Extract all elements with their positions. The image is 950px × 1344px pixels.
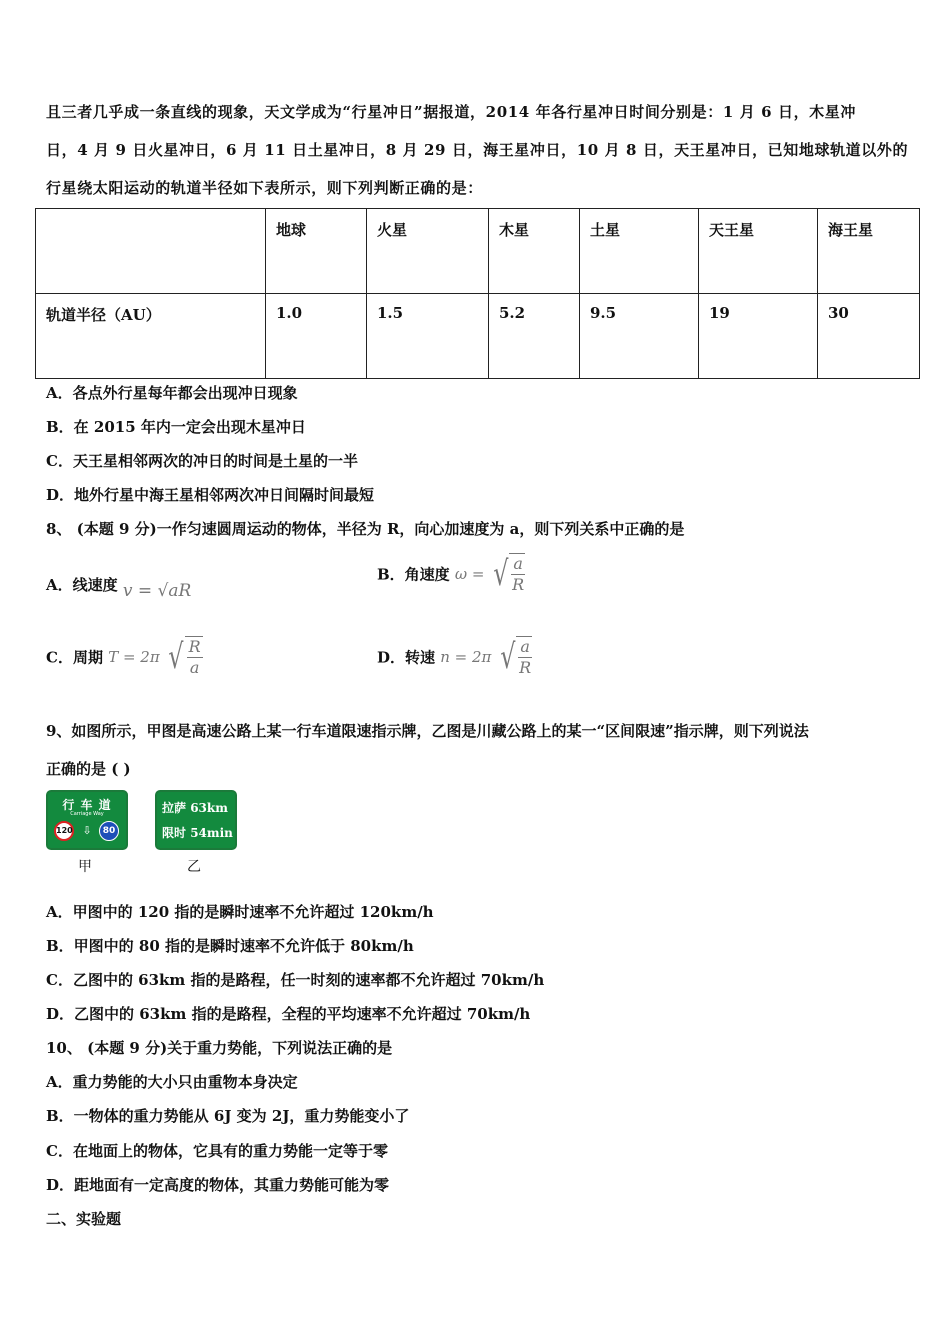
q8-option-c	[46, 636, 203, 678]
q7-option-a: A．各点外行星每年都会出现冲日现象	[46, 384, 298, 402]
q7-option-b: B．在 2015 年内一定会出现木星冲日	[46, 418, 306, 436]
sign-caption-jia: 甲	[78, 859, 92, 875]
sign-row-1	[162, 799, 228, 816]
q8-option-a-formula: v = √aR	[122, 581, 192, 601]
sqrt-icon: √	[499, 637, 516, 677]
q10-stem: 10、 (本题 9 分)关于重力势能，下列说法正确的是	[46, 1039, 393, 1057]
q8-option-b	[377, 553, 525, 595]
table-header-cell: 火星	[367, 209, 489, 294]
intro-line-3: 行星绕太阳运动的轨道半径如下表所示，则下列判断正确的是：	[46, 179, 483, 197]
q8-option-c-lhs: T = 2π	[108, 648, 160, 666]
fraction-numerator: a	[520, 637, 530, 656]
table-header-cell: 木星	[489, 209, 580, 294]
lane-speed-sign	[46, 790, 128, 850]
table-row-label: 轨道半径（AU）	[36, 294, 266, 379]
table-header-cell	[36, 209, 266, 294]
q9-option-b: B．甲图中的 80 指的是瞬时速率不允许低于 80km/h	[46, 937, 414, 955]
q8-option-d	[377, 636, 532, 678]
sqrt-icon: √	[168, 637, 184, 677]
interval-speed-sign	[155, 790, 237, 850]
sign-row-2-label: 限时	[162, 826, 187, 840]
sign-row-1-value: 63km	[190, 801, 228, 815]
table-header-row	[36, 209, 920, 294]
sign-row-2-value: 54min	[190, 826, 233, 840]
q10-option-c: C．在地面上的物体，它具有的重力势能一定等于零	[46, 1142, 388, 1160]
table-cell: 30	[818, 294, 920, 379]
q9-stem-line-2: 正确的是 ( )	[46, 760, 131, 778]
sign-caption-yi: 乙	[187, 859, 201, 875]
q8-option-d-lhs: n = 2π	[440, 648, 492, 666]
sqrt-icon: √	[492, 554, 509, 594]
sign-title: 行 车 道	[62, 798, 112, 812]
table-header-cell: 天王星	[699, 209, 818, 294]
table-header-cell: 海王星	[818, 209, 920, 294]
fraction-denominator: a	[189, 658, 200, 677]
sign-subtitle: Carriage Way	[70, 811, 104, 817]
fraction-denominator: R	[512, 575, 525, 594]
q8-option-a	[46, 574, 192, 601]
intro-line-2: 日，4 月 9 日火星冲日，6 月 11 日土星冲日，8 月 29 日，海王星冲日，10 月 8 日，天王星冲日，已知地球轨道以外的	[46, 141, 909, 159]
q8-option-d-label: D．转速	[377, 648, 436, 667]
fraction-denominator: R	[519, 658, 532, 677]
q7-option-d: D．地外行星中海王星相邻两次冲日间隔时间最短	[46, 486, 375, 504]
q8-option-b-label: B．角速度	[377, 565, 450, 584]
q8-option-c-label: C．周期	[46, 648, 103, 667]
max-speed-badge: 120	[54, 821, 74, 841]
q9-option-c: C．乙图中的 63km 指的是路程，任一时刻的速率都不允许超过 70km/h	[46, 971, 545, 989]
q7-option-c: C．天王星相邻两次的冲日的时间是土星的一半	[46, 452, 358, 470]
q10-option-a: A．重力势能的大小只由重物本身决定	[46, 1073, 298, 1091]
fraction-numerator: R	[188, 637, 201, 656]
table-header-cell: 地球	[266, 209, 367, 294]
q8-option-a-label: A．线速度	[46, 576, 118, 594]
sign-row-1-label: 拉萨	[162, 801, 187, 815]
q9-option-d: D．乙图中的 63km 指的是路程，全程的平均速率不允许超过 70km/h	[46, 1005, 531, 1023]
q9-stem-line-1: 9、如图所示，甲图是高速公路上某一行车道限速指示牌，乙图是川藏公路上的某一“区间限速”指示牌，则下列说法	[46, 722, 809, 740]
table-header-cell: 土星	[580, 209, 699, 294]
q8-option-d-radicand	[516, 636, 532, 678]
orbit-radius-table	[35, 208, 920, 379]
min-speed-badge: 80	[99, 821, 119, 841]
q9-option-a: A．甲图中的 120 指的是瞬时速率不允许超过 120km/h	[46, 903, 434, 921]
q8-option-c-radicand	[185, 636, 203, 678]
q10-option-d: D．距地面有一定高度的物体，其重力势能可能为零	[46, 1176, 390, 1194]
q8-option-b-lhs: ω =	[454, 565, 485, 583]
intro-line-1: 且三者几乎成一条直线的现象，天文学成为“行星冲日”据报道，2014 年各行星冲日时间分别是：1 月 6 日，木星冲	[46, 103, 856, 121]
q10-option-b: B．一物体的重力势能从 6J 变为 2J，重力势能变小了	[46, 1107, 410, 1125]
section-heading: 二、实验题	[46, 1210, 122, 1228]
q8-option-b-radicand	[509, 553, 525, 595]
fraction-numerator: a	[513, 554, 523, 573]
table-cell: 19	[699, 294, 818, 379]
sign-row-2	[162, 824, 233, 841]
table-cell: 9.5	[580, 294, 699, 379]
table-cell: 5.2	[489, 294, 580, 379]
table-cell: 1.5	[367, 294, 489, 379]
table-row	[36, 294, 920, 379]
q8-stem: 8、 (本题 9 分)一作匀速圆周运动的物体，半径为 R，向心加速度为 a，则下列关系中正确的是	[46, 520, 685, 538]
table-cell: 1.0	[266, 294, 367, 379]
arrow-down-icon: ⇩	[82, 824, 92, 837]
